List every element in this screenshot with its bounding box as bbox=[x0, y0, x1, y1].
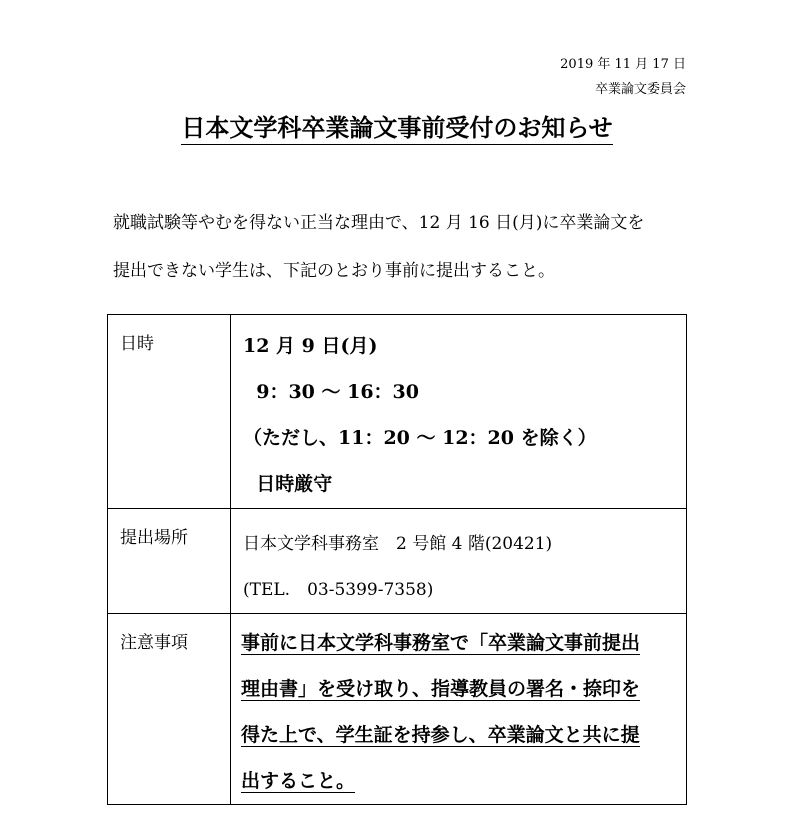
place-label: 提出場所 bbox=[108, 509, 231, 614]
place-content bbox=[231, 509, 687, 614]
notes-line-text: 得た上で、学生証を持参し、卒業論文と共に提 bbox=[241, 724, 640, 746]
datetime-line: 12 月 9 日(月) bbox=[243, 335, 378, 357]
datetime-line: （ただし、11：20 ～ 12：20 を除く） bbox=[243, 427, 597, 449]
notes-content bbox=[231, 614, 687, 805]
notes-row bbox=[108, 614, 687, 805]
place-line: (TEL. 03-5399-7358) bbox=[243, 580, 434, 600]
notes-line bbox=[241, 620, 686, 666]
notes-line-text: 理由書」を受け取り、指導教員の署名・捺印を bbox=[241, 678, 641, 700]
issuer-committee: 卒業論文委員会 bbox=[594, 82, 686, 97]
page-title-text: 日本文学科卒業論文事前受付のお知らせ bbox=[181, 113, 612, 145]
intro-line-1: 就職試験等やむを得ない正当な理由で、12 月 16 日(月)に卒業論文を bbox=[113, 213, 645, 233]
notice-date: 2019 年 11 月 17 日 bbox=[560, 57, 686, 72]
datetime-row bbox=[108, 315, 687, 509]
datetime-line: 9：30 ～ 16：30 bbox=[243, 381, 420, 403]
notes-line-text: 事前に日本文学科事務室で「卒業論文事前提出 bbox=[241, 632, 641, 654]
datetime-content bbox=[231, 315, 687, 509]
page-title bbox=[0, 108, 794, 143]
intro-line-2: 提出できない学生は、下記のとおり事前に提出すること。 bbox=[113, 261, 555, 281]
datetime-line: 日時厳守 bbox=[243, 473, 333, 495]
details-table bbox=[107, 314, 687, 805]
notes-line bbox=[241, 666, 686, 712]
place-row bbox=[108, 509, 687, 614]
place-line: 日本文学科事務室 2 号館 4 階(20421) bbox=[243, 534, 553, 554]
notes-line-text: 出すること。 bbox=[241, 770, 356, 792]
datetime-label: 日時 bbox=[108, 315, 231, 509]
notes-label: 注意事項 bbox=[108, 614, 231, 805]
notes-line bbox=[241, 712, 686, 758]
notes-line bbox=[241, 758, 686, 804]
